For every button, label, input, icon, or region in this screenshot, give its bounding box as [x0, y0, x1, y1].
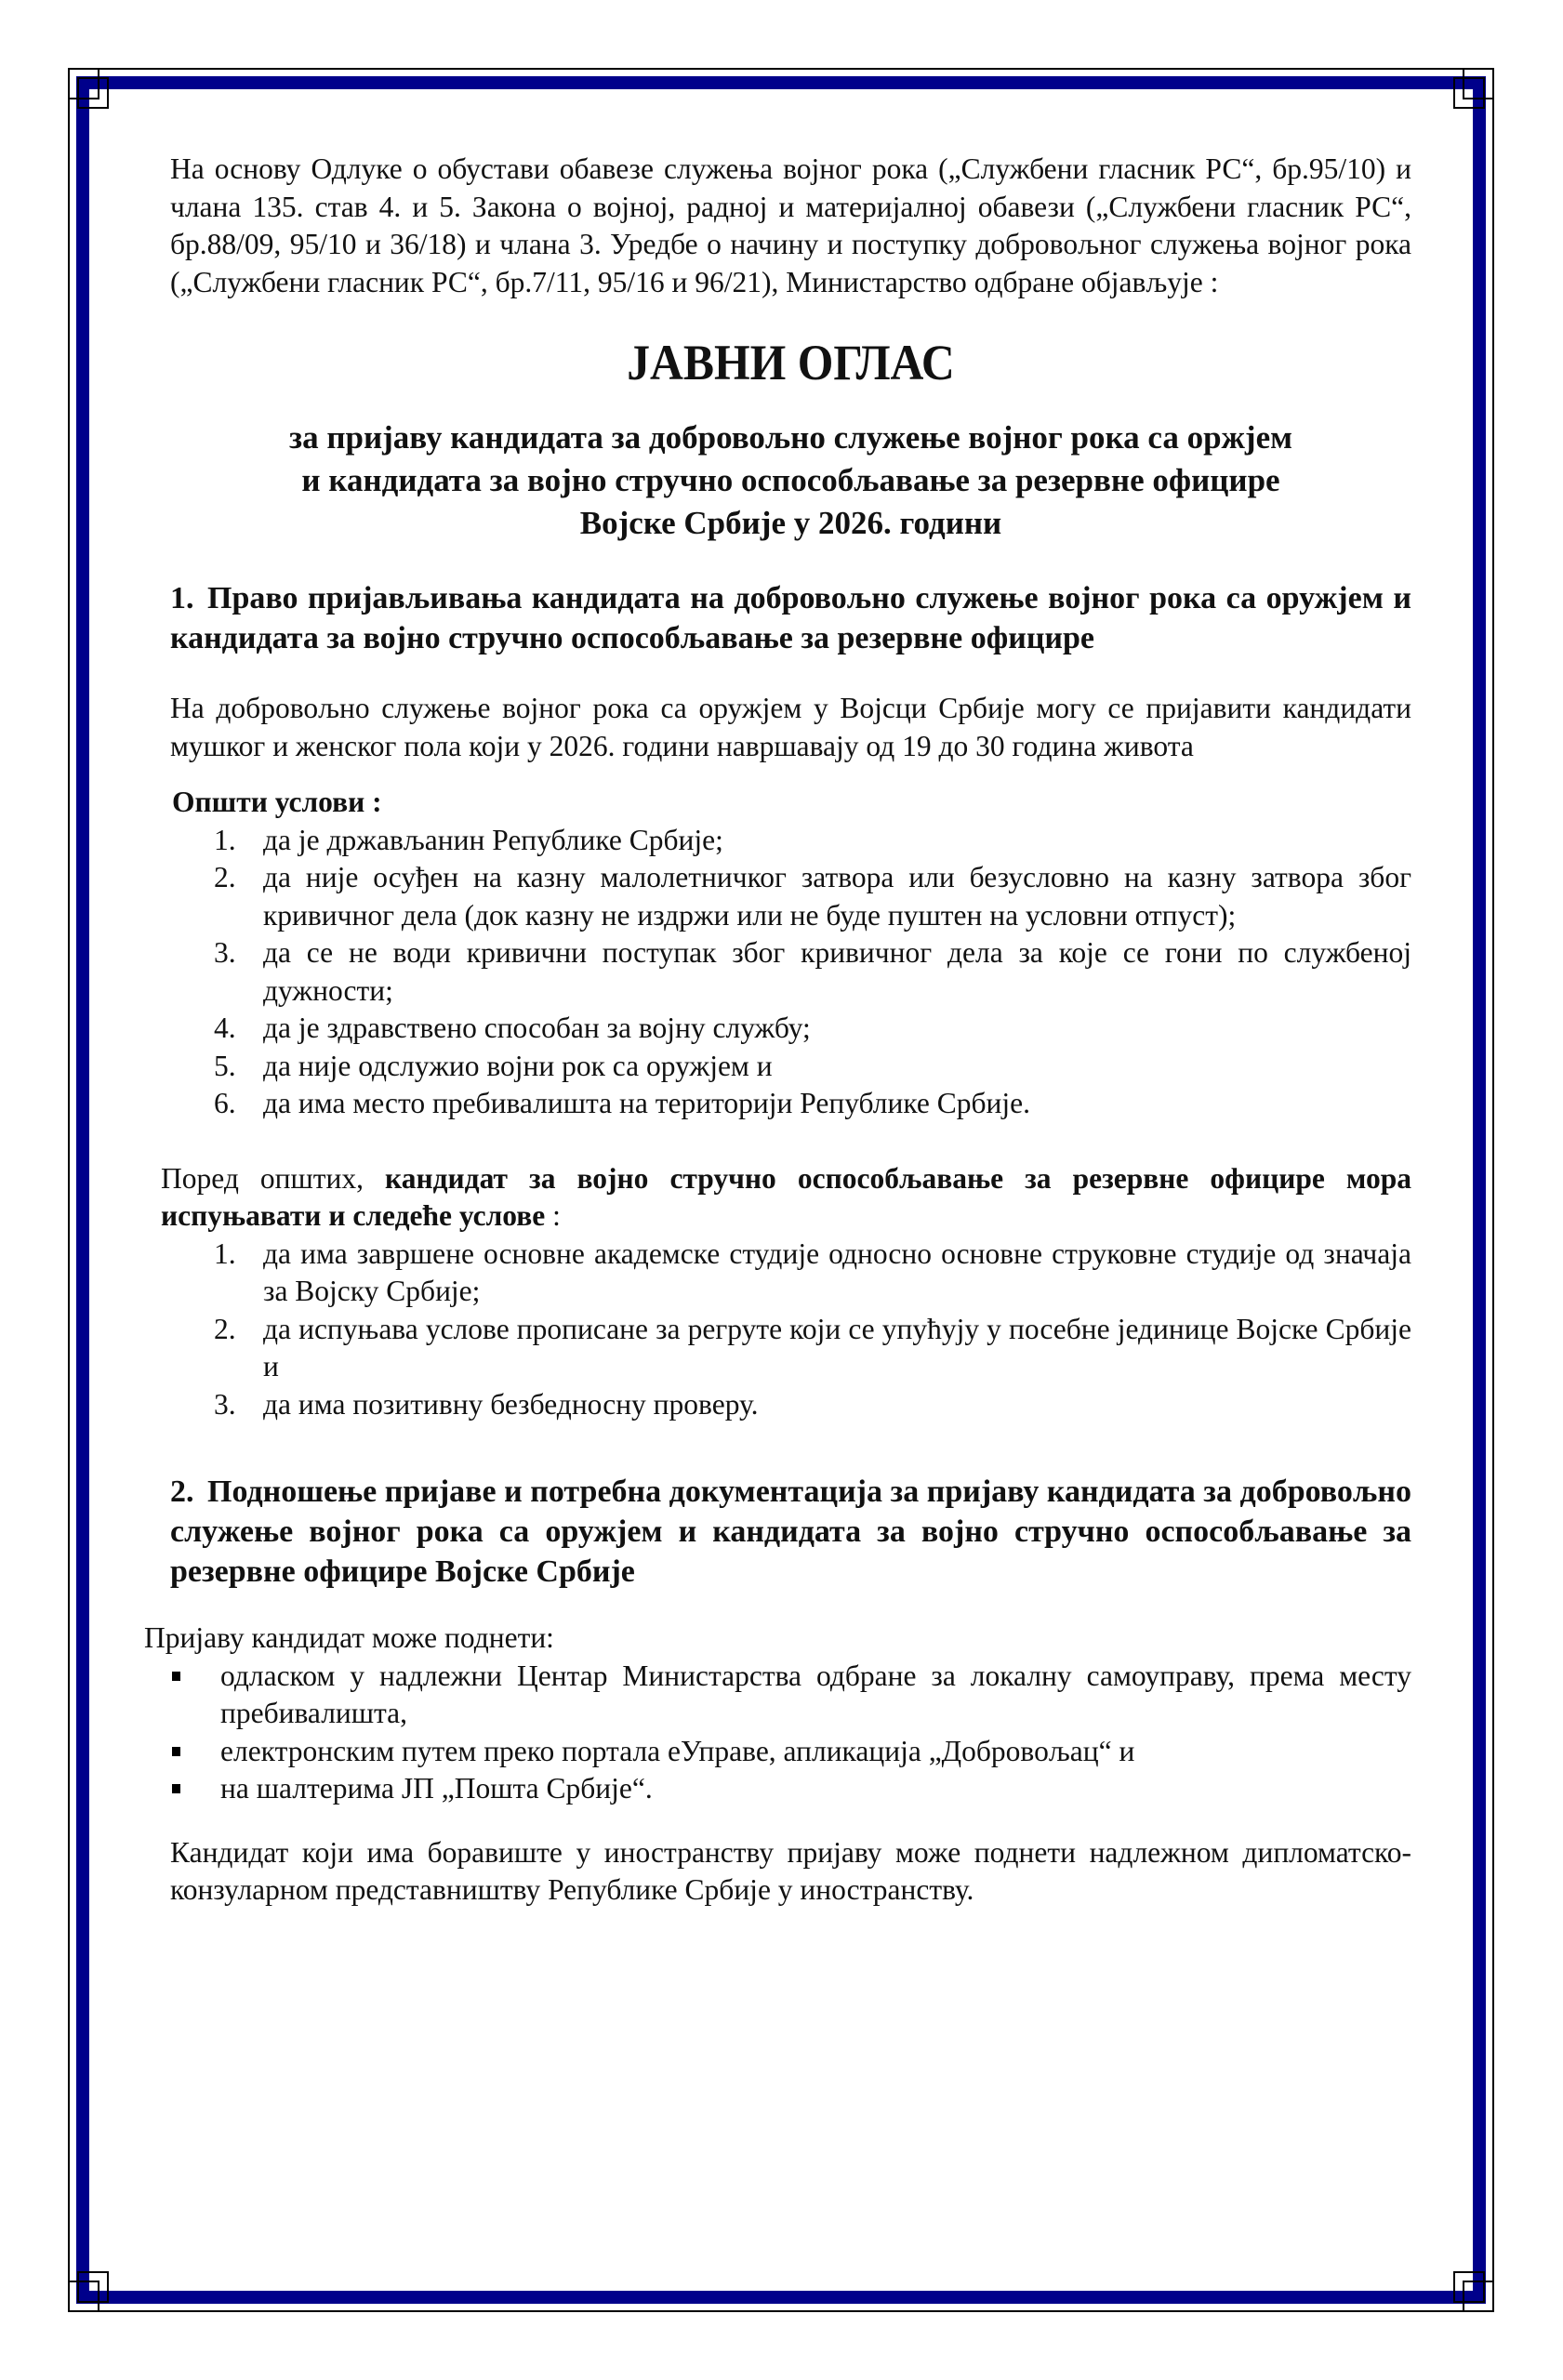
- condition-number: 1.: [214, 823, 236, 856]
- additional-conditions-list: [170, 1236, 1411, 1424]
- submit-method-item: [144, 1658, 1411, 1733]
- square-bullet-icon: [172, 1784, 180, 1793]
- condition-item: [170, 1311, 1411, 1386]
- condition-text: да није осуђен на казну малолетничког затвора или безусловно на казну затвора због кривичног дела (док казну не издржи или не буде пуштен на условни отпуст);: [263, 861, 1411, 932]
- section-2-heading: [170, 1472, 1411, 1592]
- general-conditions-label: Општи услови :: [172, 786, 382, 818]
- frame-corner-ornament: [1453, 2271, 1485, 2303]
- submit-method-text: одласком у надлежни Центар Министарства одбране за локалну самоуправу, према месту пребивалишта,: [220, 1659, 1411, 1729]
- condition-text: да има завршене основне академске студије односно основне струковне студије од значаја за Војску Србије;: [263, 1236, 1411, 1307]
- condition-number: 1.: [214, 1236, 236, 1270]
- additional-conditions-intro: [161, 1160, 1411, 1236]
- document-title: ЈАВНИ ОГЛАС: [627, 335, 955, 390]
- condition-text: да је здравствено способан за војну службу;: [263, 1012, 811, 1044]
- intro-plain-text: Поред општих,: [161, 1161, 386, 1195]
- condition-number: 2.: [214, 861, 236, 893]
- condition-item: [170, 1386, 1411, 1424]
- intro-bold-text: кандидат за војно стручно оспособљавање за резервне официре мора испуњавати и следеће услове: [161, 1161, 1411, 1232]
- condition-text: да се не води кривични поступак због кривичног дела за које се гони по службеној дужности;: [263, 936, 1411, 1007]
- condition-number: 4.: [214, 1012, 236, 1044]
- subtitle-line: за пријаву кандидата за добровољно служење војног рока са оржјем: [289, 419, 1292, 456]
- condition-item: [170, 934, 1411, 1010]
- condition-text: да није одслужио војни рок са оружјем и: [263, 1049, 773, 1082]
- section-number: 2.: [170, 1474, 194, 1509]
- condition-number: 3.: [214, 936, 236, 969]
- document-body: [144, 151, 1411, 1910]
- condition-number: 3.: [214, 1387, 236, 1421]
- square-bullet-icon: [172, 1672, 180, 1681]
- condition-item: [170, 1048, 1411, 1086]
- section-heading-text: Право пријављивања кандидата на добровољно служење војног рока са оружјем и кандидата за војно стручно оспособљавање за резервне официре: [170, 581, 1411, 655]
- section-number: 1.: [170, 581, 194, 615]
- submit-intro: Пријаву кандидат може поднети:: [144, 1621, 554, 1654]
- intro-paragraph: На основу Одлуке о обустави обавезе служења војног рока („Службени гласник РС“, бр.95/10) и члана 135. став 4. и 5. Закона о војној, радној и материјалној обавези („Службени гласник РС“, бр.88/09, 95/10 и 36/18) и члана 3. Уредбе о начину и поступку добровољног служења војног рока („Службени гласник РС“, бр.7/11, 95/16 и 96/21), Министарство одбране објављује :: [170, 152, 1411, 298]
- submit-method-text: електронским путем преко портала еУправе, апликација „Добровољац“ и: [220, 1734, 1135, 1767]
- frame-corner-ornament: [77, 2271, 109, 2303]
- submit-method-item: [144, 1770, 1411, 1808]
- subtitle-line: Војске Србије у 2026. години: [579, 505, 1002, 541]
- frame-corner-ornament: [1453, 77, 1485, 109]
- submit-method-text: на шалтерима ЈП „Пошта Србије“.: [220, 1772, 653, 1805]
- condition-item: [170, 822, 1411, 860]
- condition-item: [170, 1010, 1411, 1048]
- condition-number: 5.: [214, 1049, 236, 1082]
- condition-text: да испуњава услове прописане за регруте који се упућују у посебне јединице Војске Србије и: [263, 1312, 1411, 1382]
- submit-method-item: [144, 1733, 1411, 1771]
- condition-text: да има позитивну безбедносну проверу.: [263, 1387, 759, 1421]
- submit-methods-list: [144, 1658, 1411, 1808]
- condition-number: 2.: [214, 1312, 236, 1345]
- abroad-paragraph: Кандидат који има боравиште у иностранству пријаву може поднети надлежном дипломатско-конзуларном представништву Републике Србије у иностранству.: [170, 1835, 1411, 1906]
- square-bullet-icon: [172, 1747, 180, 1756]
- frame-corner-ornament: [77, 77, 109, 109]
- subtitle-line: и кандидата за војно стручно оспособљавање за резервне официре: [301, 462, 1280, 498]
- condition-item: [170, 859, 1411, 934]
- section-1-heading: [170, 578, 1411, 658]
- document-subtitle: [170, 416, 1411, 545]
- condition-text: да је држављанин Републике Србије;: [263, 823, 723, 856]
- condition-item: [170, 1085, 1411, 1123]
- section-heading-text: Подношење пријаве и потребна документација за пријаву кандидата за добровољно служење војног рока са оружјем и кандидата за војно стручно оспособљавање за резервне официре Војске Србије: [170, 1474, 1411, 1589]
- intro-tail-text: :: [545, 1199, 561, 1232]
- eligibility-paragraph: На добровољно служење војног рока са оружјем у Војсци Србије могу се пријавити кандидати мушког и женског пола који у 2026. години навршавају од 19 до 30 година живота: [170, 692, 1411, 762]
- general-conditions-list: [170, 822, 1411, 1123]
- condition-number: 6.: [214, 1087, 236, 1119]
- condition-text: да има место пребивалишта на територији Републике Србије.: [263, 1087, 1030, 1119]
- condition-item: [170, 1236, 1411, 1311]
